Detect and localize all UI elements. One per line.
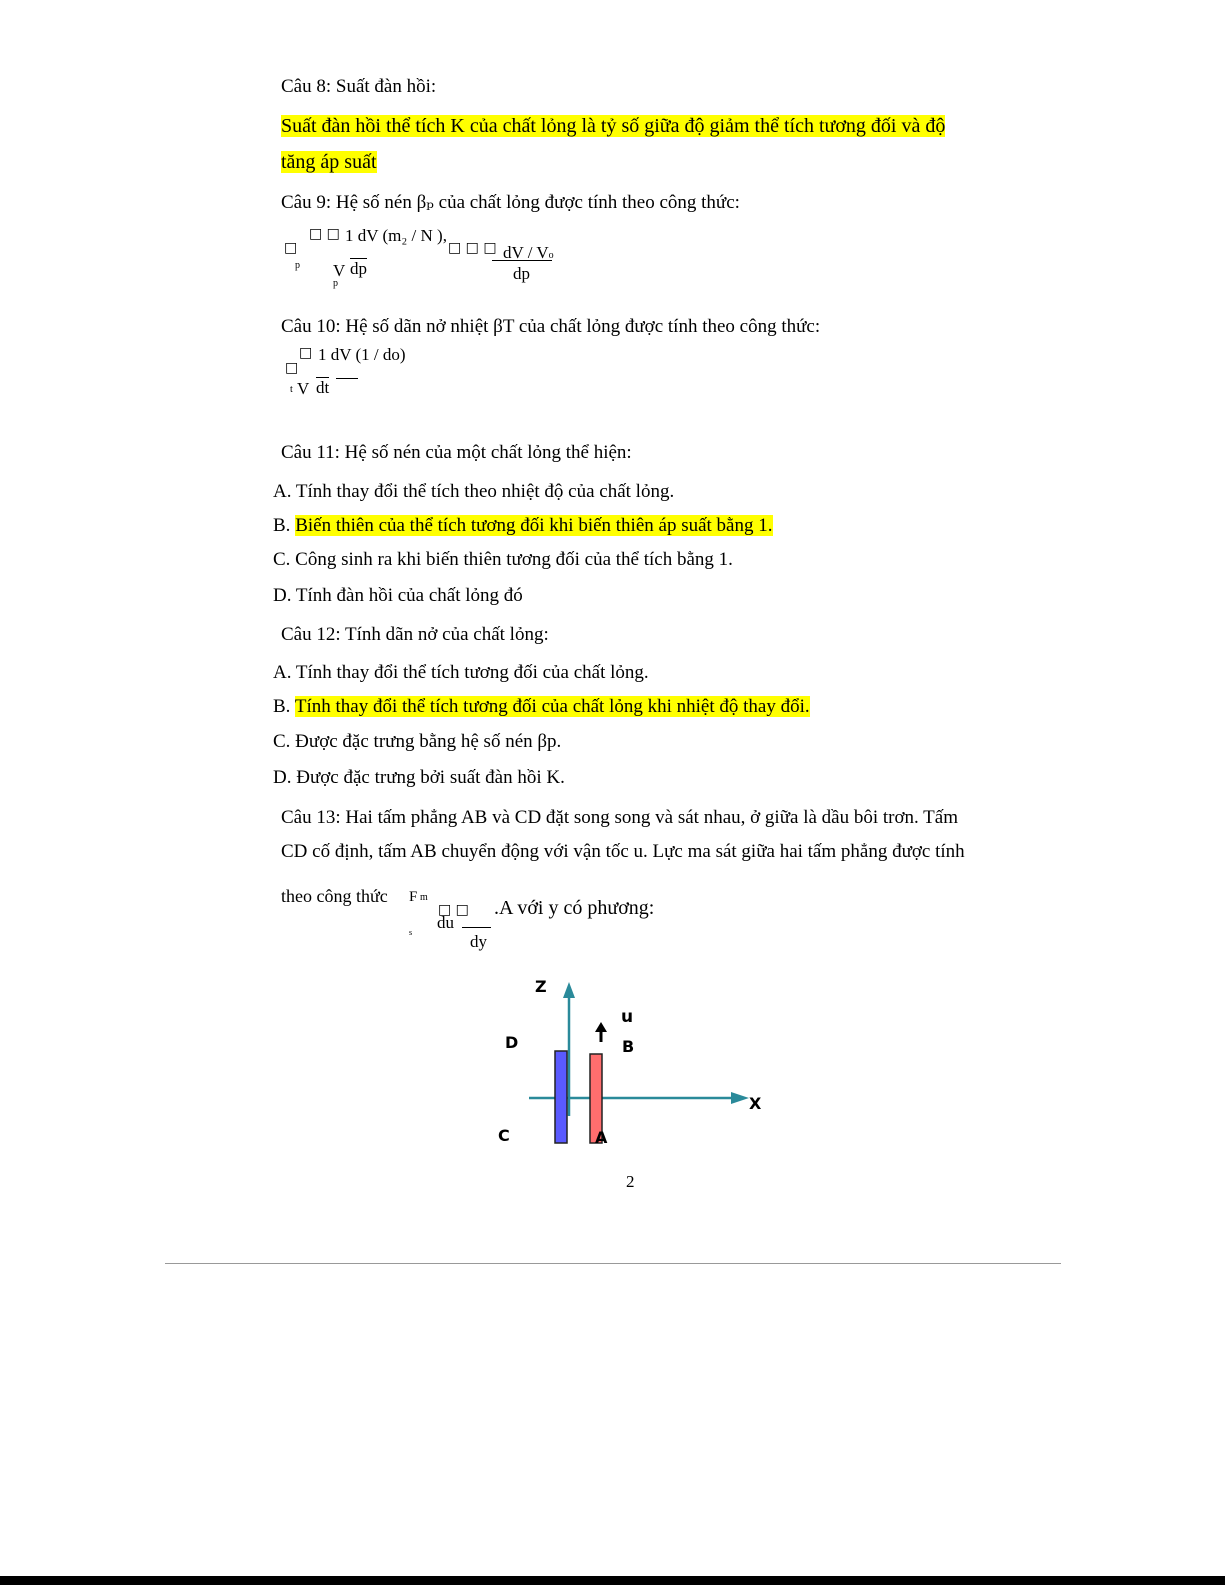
cau9-formula-dp: dp: [350, 259, 367, 278]
z-axis-arrow: [563, 982, 575, 998]
label-u: u: [621, 1007, 634, 1027]
cau11-title: Câu 11: Hệ số nén của một chất lỏng thể hiện:: [281, 442, 632, 463]
label-z: Z: [535, 977, 547, 996]
cau10-formula-v: V: [297, 379, 310, 398]
cau13-formula-sub-ms: m: [420, 892, 428, 903]
cau9-formula-dvv-text: dV / V: [503, 243, 549, 262]
cau13-formula-du: du: [437, 913, 454, 932]
cau9-formula-top: 1 dV (m₂ / N ),: [345, 226, 447, 245]
cau11-option-d: D. Tính đàn hồi của chất lỏng đó: [273, 585, 523, 606]
cau10-formula-box-top: □: [299, 345, 313, 361]
plates-diagram: [495, 968, 780, 1153]
cau10-formula-box-left: □: [285, 360, 299, 376]
cau12-title: Câu 12: Tính dãn nở của chất lỏng:: [281, 624, 549, 645]
cau10-formula-top: 1 dV (1 / do): [318, 345, 406, 364]
page-number: 2: [626, 1172, 635, 1191]
bottom-bar: [0, 1576, 1225, 1585]
cau9-formula-sub-o: o: [548, 250, 554, 261]
cau9-title: Câu 9: Hệ số nén βₚ của chất lỏng được tính theo công thức:: [281, 192, 740, 213]
cau10-title: Câu 10: Hệ số dãn nở nhiệt βT của chất lỏng được tính theo công thức:: [281, 316, 821, 337]
cau13-formula-boxes: □ □: [438, 902, 469, 918]
x-axis-arrow: [731, 1092, 749, 1104]
cau12-option-c: C. Được đặc trưng bằng hệ số nén βp.: [273, 731, 562, 752]
cau8-answer-line2: [281, 149, 377, 175]
cau12-option-d: D. Được đặc trưng bởi suất đàn hồi K.: [273, 767, 565, 788]
label-a: A: [595, 1128, 608, 1147]
cau11-option-b-prefix: B.: [273, 515, 296, 536]
cau11-option-c: C. Công sinh ra khi biến thiên tương đối của thể tích bằng 1.: [273, 549, 733, 570]
plate-cd: [555, 1051, 567, 1143]
cau11-option-b: [273, 514, 773, 538]
cau9-fraction-bar: [492, 260, 552, 261]
cau10-formula-dt: dt: [316, 378, 330, 397]
cau13-formula-dy: dy: [470, 932, 487, 951]
cau8-highlight-1: Suất đàn hồi thể tích K của chất lỏng là tỷ số giữa độ giảm thể tích tương đối và độ: [281, 115, 946, 137]
cau12-option-a: A. Tính thay đổi thể tích tương đối của chất lỏng.: [273, 662, 649, 683]
cau13-line1: Câu 13: Hai tấm phẳng AB và CD đặt song song và sát nhau, ở giữa là dầu bôi trơn. Tấm: [281, 807, 958, 828]
cau11-option-a: A. Tính thay đổi thể tích theo nhiệt độ của chất lỏng.: [273, 481, 675, 502]
cau13-formula-sub-s: s: [409, 928, 413, 937]
cau13-fraction-bar: [462, 927, 491, 928]
cau13-line3: theo công thức: [281, 886, 388, 906]
cau9-formula-v: V: [333, 261, 346, 280]
cau9-formula-dp2: dp: [513, 264, 530, 283]
cau12-option-b-highlight: Tính thay đổi thể tích tương đối của chất lỏng khi nhiệt độ thay đổi.: [294, 696, 810, 717]
cau13-line2: CD cố định, tấm AB chuyển động với vận tốc u. Lực ma sát giữa hai tấm phẳng được tính: [281, 841, 965, 862]
cau11-option-b-highlight: Biến thiên của thể tích tương đối khi biến thiên áp suất bằng 1.: [295, 515, 773, 536]
label-x: X: [749, 1094, 762, 1113]
cau10-fraction-bar: [336, 378, 358, 379]
cau9-formula-sub-p2: p: [333, 278, 338, 289]
label-c: C: [498, 1126, 510, 1145]
label-b: B: [622, 1037, 635, 1056]
cau8-title: Câu 8: Suất đàn hồi:: [281, 76, 437, 97]
cau10-formula-sub-t: t: [290, 384, 293, 395]
cau12-option-b: [273, 695, 810, 719]
cau12-option-b-prefix: B.: [273, 696, 295, 717]
velocity-arrow-head: [595, 1022, 607, 1032]
page-divider: [165, 1263, 1061, 1264]
cau13-formula-tail: .A với y có phương:: [494, 897, 655, 919]
cau13-formula-f: F: [409, 889, 418, 905]
cau9-formula-boxes-right: □ □ □: [448, 240, 497, 256]
cau8-answer-line1: [281, 113, 945, 139]
cau9-formula-sub-p: p: [295, 260, 300, 271]
cau8-highlight-2: tăng áp suất: [281, 151, 377, 173]
cau9-formula-box-left: □: [284, 240, 298, 256]
cau9-formula-boxes: □ □: [309, 226, 340, 242]
label-d: D: [505, 1033, 519, 1052]
